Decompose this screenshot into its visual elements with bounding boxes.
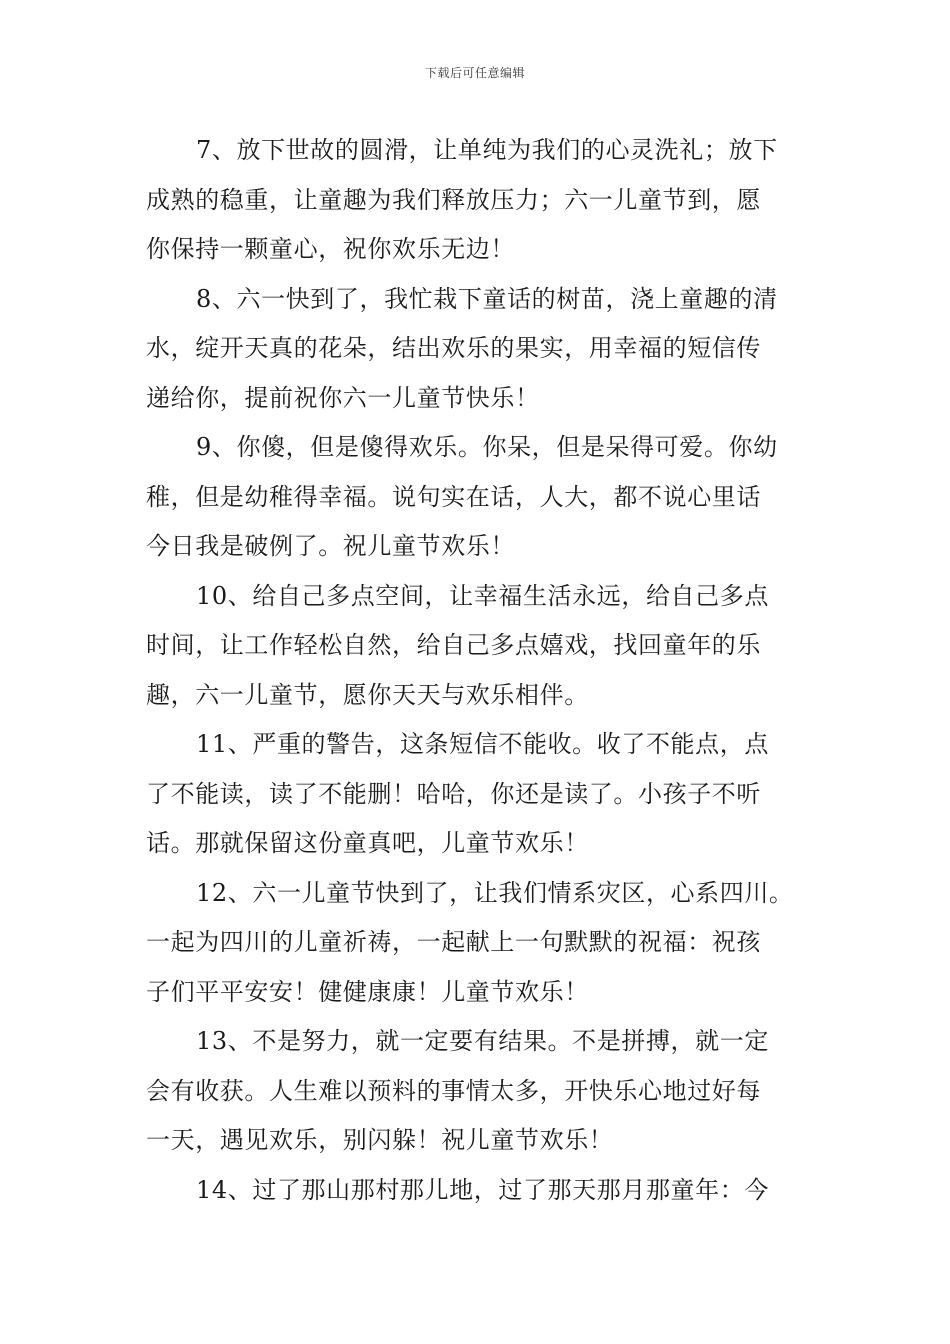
paragraph-line: 11、严重的警告，这条短信不能收。收了不能点，点 [196, 730, 769, 758]
paragraph-line: 趣，六一儿童节，愿你天天与欢乐相伴。 [146, 680, 589, 709]
paragraph-line: 8、六一快到了，我忙栽下童话的树苗，浇上童趣的清 [196, 284, 778, 313]
paragraph-line: 你保持一颗童心，祝你欢乐无边！ [146, 235, 515, 263]
paragraph-line: 10、给自己多点空间，让幸福生活永远，给自己多点 [196, 581, 769, 610]
paragraph-line: 13、不是努力，就一定要有结果。不是拼搏，就一定 [196, 1027, 769, 1055]
page-header: 下载后可任意编辑 [424, 66, 525, 80]
paragraph-line: 7、放下世故的圆滑，让单纯为我们的心灵洗礼；放下 [196, 136, 778, 164]
paragraph-8 [146, 275, 806, 424]
paragraph-line: 一起为四川的儿童祈祷，一起献上一句默默的祝福：祝孩 [146, 928, 761, 956]
paragraph-line: 14、过了那山那村那儿地，过了那天那月那童年：今 [196, 1175, 769, 1204]
paragraph-line: 时间，让工作轻松自然，给自己多点嬉戏，找回童年的乐 [146, 631, 761, 659]
paragraph-line: 今日我是破例了。祝儿童节欢乐！ [146, 532, 515, 560]
paragraph-7 [146, 126, 806, 275]
paragraph-line: 了不能读，读了不能删！哈哈，你还是读了。小孩子不听 [146, 779, 761, 808]
paragraph-line: 成熟的稳重，让童趣为我们释放压力；六一儿童节到，愿 [146, 185, 761, 214]
paragraph-13 [146, 1017, 806, 1166]
paragraph-line: 稚，但是幼稚得幸福。说句实在话，人大，都不说心里话 [146, 482, 761, 511]
paragraph-9 [146, 423, 806, 572]
paragraph-line: 递给你，提前祝你六一儿童节快乐！ [146, 383, 540, 412]
paragraph-14 [146, 1166, 806, 1216]
paragraph-12 [146, 869, 806, 1018]
paragraph-line: 话。那就保留这份童真吧，儿童节欢乐！ [146, 829, 589, 857]
paragraph-line: 会有收获。人生难以预料的事情太多，开快乐心地过好每 [146, 1076, 761, 1105]
paragraph-10 [146, 572, 806, 721]
paragraph-11 [146, 720, 806, 869]
paragraph-line: 9、你傻，但是傻得欢乐。你呆，但是呆得可爱。你幼 [196, 433, 778, 461]
paragraph-line: 一天，遇见欢乐，别闪躲！祝儿童节欢乐！ [146, 1126, 614, 1154]
paragraph-line: 12、六一儿童节快到了，让我们情系灾区，心系四川。 [196, 878, 794, 907]
paragraph-line: 水，绽开天真的花朵，结出欢乐的果实，用幸福的短信传 [146, 334, 761, 362]
document-body [146, 126, 806, 1215]
paragraph-line: 子们平平安安！健健康康！儿童节欢乐！ [146, 977, 589, 1006]
